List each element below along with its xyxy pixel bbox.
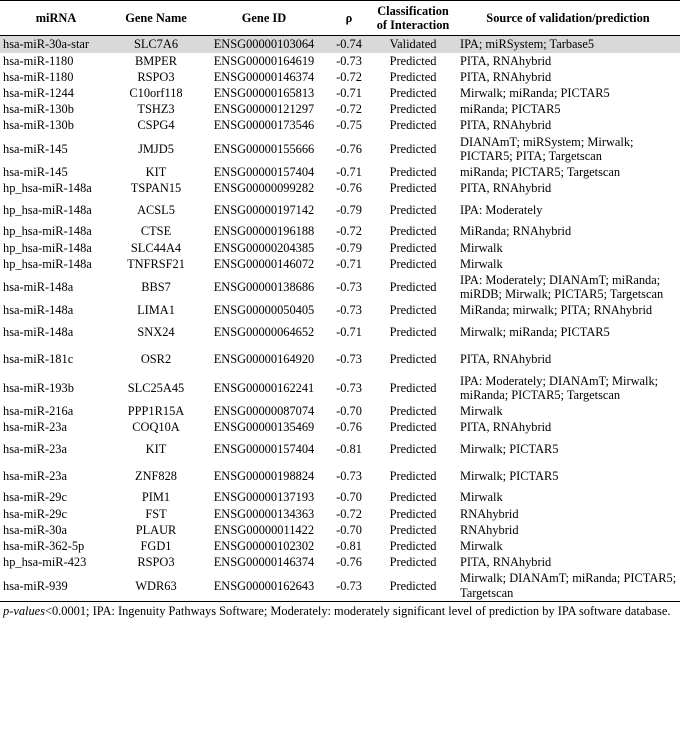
cell-gene-id: ENSG00000164619 <box>213 53 315 68</box>
cell-classification: Predicted <box>389 303 437 318</box>
cell-mirna: hsa-miR-29c <box>3 490 68 505</box>
cell-rho: -0.73 <box>336 303 362 318</box>
cell-source: PITA, RNAhybrid <box>460 118 552 133</box>
cell-mirna: hsa-miR-148a <box>3 303 74 318</box>
table-row <box>0 346 680 373</box>
header-gene-id: Gene ID <box>241 11 287 26</box>
cell-mirna: hsa-miR-30a <box>3 522 68 537</box>
cell-rho: -0.73 <box>336 53 362 68</box>
cell-rho: -0.70 <box>336 490 362 505</box>
table-row <box>0 85 680 101</box>
cell-gene-name: SLC44A4 <box>130 240 182 255</box>
cell-source: DIANAmT; miRSystem; Mirwalk; PICTAR5; PITA; Targetscan <box>460 134 634 163</box>
cell-source: PITA, RNAhybrid <box>460 181 552 196</box>
cell-mirna: hsa-miR-216a <box>3 404 74 419</box>
cell-rho: -0.71 <box>336 86 362 101</box>
cell-source: Mirwalk <box>460 490 503 505</box>
cell-classification: Predicted <box>389 441 437 456</box>
cell-gene-name: CSPG4 <box>137 118 175 133</box>
table-row <box>0 554 680 570</box>
cell-mirna: hsa-miR-145 <box>3 141 68 156</box>
cell-mirna: hsa-miR-181c <box>3 352 74 367</box>
cell-gene-id: ENSG00000137193 <box>213 490 315 505</box>
cell-classification: Predicted <box>389 69 437 84</box>
cell-mirna: hp_hsa-miR-148a <box>3 202 92 217</box>
cell-rho: -0.70 <box>336 522 362 537</box>
table-row <box>0 134 680 164</box>
cell-gene-name: JMJD5 <box>138 141 174 156</box>
cell-classification: Predicted <box>389 490 437 505</box>
cell-gene-name: C10orf118 <box>129 86 183 101</box>
cell-classification: Predicted <box>389 240 437 255</box>
cell-classification: Predicted <box>389 53 437 68</box>
cell-rho: -0.74 <box>336 37 362 52</box>
cell-rho: -0.81 <box>336 539 362 554</box>
cell-mirna: hsa-miR-1180 <box>3 53 74 68</box>
cell-classification: Predicted <box>389 141 437 156</box>
cell-mirna: hsa-miR-23a <box>3 468 68 483</box>
cell-gene-id: ENSG00000204385 <box>213 240 315 255</box>
cell-mirna: hsa-miR-193b <box>3 380 74 395</box>
cell-mirna: hp_hsa-miR-423 <box>3 555 87 570</box>
cell-rho: -0.72 <box>336 224 362 239</box>
cell-gene-name: WDR63 <box>135 578 177 593</box>
table-row <box>0 462 680 489</box>
cell-source: Mirwalk <box>460 240 503 255</box>
table-row <box>0 164 680 180</box>
cell-rho: -0.71 <box>336 325 362 340</box>
cell-source: IPA: Moderately; DIANAmT; Mirwalk; miRanda; PICTAR5; Targetscan <box>460 373 659 402</box>
cell-gene-name: RSPO3 <box>137 69 175 84</box>
cell-gene-name: TNFRSF21 <box>127 256 185 271</box>
table-row <box>0 419 680 435</box>
cell-source: miRanda; PICTAR5; Targetscan <box>460 165 621 180</box>
cell-source: Mirwalk; miRanda; PICTAR5 <box>460 325 610 340</box>
cell-gene-name: ACSL5 <box>137 202 175 217</box>
table-row <box>0 240 680 256</box>
cell-rho: -0.79 <box>336 202 362 217</box>
cell-rho: -0.73 <box>336 468 362 483</box>
cell-rho: -0.73 <box>336 352 362 367</box>
header-classification: Classification of Interaction <box>376 4 450 33</box>
header-source: Source of validation/prediction <box>486 11 650 26</box>
cell-gene-name: PLAUR <box>135 522 177 537</box>
cell-mirna: hp_hsa-miR-148a <box>3 240 92 255</box>
cell-source: Mirwalk <box>460 256 503 271</box>
cell-gene-name: RSPO3 <box>137 555 175 570</box>
cell-classification: Predicted <box>389 352 437 367</box>
cell-classification: Predicted <box>389 539 437 554</box>
table-row <box>0 256 680 272</box>
cell-gene-id: ENSG00000164920 <box>213 352 315 367</box>
cell-rho: -0.73 <box>336 578 362 593</box>
cell-rho: -0.71 <box>336 256 362 271</box>
table-row <box>0 435 680 462</box>
cell-gene-id: ENSG00000162241 <box>213 380 315 395</box>
cell-rho: -0.72 <box>336 102 362 117</box>
cell-gene-id: ENSG00000064652 <box>213 325 315 340</box>
table-row <box>0 196 680 223</box>
cell-mirna: hsa-miR-145 <box>3 165 68 180</box>
cell-mirna: hsa-miR-23a <box>3 420 68 435</box>
cell-rho: -0.76 <box>336 141 362 156</box>
table-row <box>0 180 680 196</box>
cell-rho: -0.73 <box>336 280 362 295</box>
cell-mirna: hsa-miR-1244 <box>3 86 74 101</box>
cell-classification: Predicted <box>389 102 437 117</box>
cell-gene-id: ENSG00000155666 <box>213 141 315 156</box>
cell-mirna: hsa-miR-148a <box>3 325 74 340</box>
table-row <box>0 570 680 601</box>
cell-source: PITA, RNAhybrid <box>460 420 552 435</box>
cell-rho: -0.73 <box>336 380 362 395</box>
table-row <box>0 53 680 69</box>
cell-mirna: hp_hsa-miR-148a <box>3 181 92 196</box>
table-body <box>0 36 680 601</box>
header-row <box>0 1 680 36</box>
cell-classification: Predicted <box>389 325 437 340</box>
cell-classification: Validated <box>389 37 437 52</box>
cell-rho: -0.72 <box>336 506 362 521</box>
cell-classification: Predicted <box>389 181 437 196</box>
cell-gene-name: OSR2 <box>140 352 172 367</box>
cell-classification: Predicted <box>389 380 437 395</box>
cell-gene-id: ENSG00000146374 <box>213 69 315 84</box>
table-row <box>0 538 680 554</box>
cell-gene-id: ENSG00000099282 <box>213 181 315 196</box>
cell-rho: -0.72 <box>336 69 362 84</box>
table-row <box>0 506 680 522</box>
cell-gene-id: ENSG00000173546 <box>213 118 315 133</box>
cell-classification: Predicted <box>389 522 437 537</box>
table-row <box>0 272 680 302</box>
cell-gene-id: ENSG00000197142 <box>213 202 315 217</box>
cell-rho: -0.76 <box>336 420 362 435</box>
cell-classification: Predicted <box>389 202 437 217</box>
cell-source: PITA, RNAhybrid <box>460 69 552 84</box>
cell-gene-id: ENSG00000146072 <box>213 256 315 271</box>
cell-gene-name: SLC7A6 <box>133 37 179 52</box>
cell-gene-name: KIT <box>145 165 167 180</box>
cell-gene-id: ENSG00000121297 <box>213 102 315 117</box>
cell-rho: -0.71 <box>336 165 362 180</box>
cell-gene-id: ENSG00000157404 <box>213 165 315 180</box>
cell-gene-id: ENSG00000102302 <box>213 539 315 554</box>
table-row <box>0 223 680 239</box>
table-footnote <box>0 602 680 618</box>
cell-classification: Predicted <box>389 165 437 180</box>
table-row <box>0 117 680 133</box>
cell-mirna: hsa-miR-130b <box>3 102 74 117</box>
cell-source: IPA: Moderately; DIANAmT; miRanda; miRDB; Mirwalk; PICTAR5; Targetscan <box>460 273 664 302</box>
cell-source: Mirwalk; DIANAmT; miRanda; PICTAR5; Targetscan <box>460 571 677 600</box>
cell-gene-name: CTSE <box>140 224 172 239</box>
header-mirna: miRNA <box>35 11 77 26</box>
cell-gene-name: PIM1 <box>141 490 171 505</box>
table-row <box>0 101 680 117</box>
cell-gene-name: BBS7 <box>141 280 171 295</box>
cell-source: PITA, RNAhybrid <box>460 53 552 68</box>
cell-classification: Predicted <box>389 420 437 435</box>
cell-gene-id: ENSG00000165813 <box>213 86 315 101</box>
cell-mirna: hsa-miR-362-5p <box>3 539 85 554</box>
cell-gene-id: ENSG00000146374 <box>213 555 315 570</box>
cell-source: RNAhybrid <box>460 522 519 537</box>
cell-gene-name: ZNF828 <box>135 468 177 483</box>
cell-source: Mirwalk <box>460 539 503 554</box>
cell-source: Mirwalk <box>460 404 503 419</box>
cell-source: MiRanda; RNAhybrid <box>460 224 572 239</box>
cell-classification: Predicted <box>389 468 437 483</box>
cell-source: RNAhybrid <box>460 506 519 521</box>
cell-classification: Predicted <box>389 555 437 570</box>
cell-source: PITA, RNAhybrid <box>460 555 552 570</box>
cell-rho: -0.79 <box>336 240 362 255</box>
cell-mirna: hsa-miR-30a-star <box>3 37 90 52</box>
table-header <box>0 1 680 36</box>
cell-mirna: hsa-miR-29c <box>3 506 68 521</box>
table-row <box>0 319 680 346</box>
cell-gene-name: LIMA1 <box>137 303 175 318</box>
cell-gene-id: ENSG00000196188 <box>213 224 315 239</box>
table-row <box>0 36 680 53</box>
cell-gene-id: ENSG00000138686 <box>213 280 315 295</box>
cell-gene-name: FGD1 <box>140 539 172 554</box>
cell-mirna: hsa-miR-148a <box>3 280 74 295</box>
cell-classification: Predicted <box>389 224 437 239</box>
cell-source: IPA; miRSystem; Tarbase5 <box>460 37 595 52</box>
cell-classification: Predicted <box>389 506 437 521</box>
cell-mirna: hp_hsa-miR-148a <box>3 256 92 271</box>
cell-source: IPA: Moderately <box>460 202 543 217</box>
header-gene-name: Gene Name <box>125 11 187 26</box>
cell-gene-name: TSPAN15 <box>130 181 182 196</box>
cell-gene-id: ENSG00000087074 <box>213 404 315 419</box>
table-row <box>0 403 680 419</box>
cell-gene-id: ENSG00000135469 <box>213 420 315 435</box>
cell-source: PITA, RNAhybrid <box>460 352 552 367</box>
cell-gene-id: ENSG00000134363 <box>213 506 315 521</box>
cell-mirna: hsa-miR-130b <box>3 118 74 133</box>
cell-mirna: hp_hsa-miR-148a <box>3 224 92 239</box>
cell-source: Mirwalk; PICTAR5 <box>460 441 559 456</box>
cell-classification: Predicted <box>389 86 437 101</box>
cell-rho: -0.81 <box>336 441 362 456</box>
footnote-pvalues-label: p-values <box>3 603 45 618</box>
cell-rho: -0.75 <box>336 118 362 133</box>
cell-gene-name: BMPER <box>134 53 177 68</box>
cell-classification: Predicted <box>389 280 437 295</box>
cell-gene-name: COQ10A <box>132 420 180 435</box>
footnote-text: <0.0001; IPA: Ingenuity Pathways Software; Moderately: moderately significant level of prediction by IPA software database. <box>44 603 671 618</box>
table-row <box>0 373 680 403</box>
cell-classification: Predicted <box>389 256 437 271</box>
cell-rho: -0.76 <box>336 555 362 570</box>
header-rho: ρ <box>345 11 353 26</box>
cell-classification: Predicted <box>389 578 437 593</box>
cell-mirna: hsa-miR-939 <box>3 578 68 593</box>
cell-classification: Predicted <box>389 404 437 419</box>
cell-gene-id: ENSG00000198824 <box>213 468 315 483</box>
cell-gene-name: FST <box>145 506 167 521</box>
cell-gene-id: ENSG00000162643 <box>213 578 315 593</box>
cell-source: miRanda; PICTAR5 <box>460 102 561 117</box>
cell-source: MiRanda; mirwalk; PITA; RNAhybrid <box>460 303 653 318</box>
cell-source: Mirwalk; miRanda; PICTAR5 <box>460 86 610 101</box>
cell-mirna: hsa-miR-23a <box>3 441 68 456</box>
cell-classification: Predicted <box>389 118 437 133</box>
cell-rho: -0.70 <box>336 404 362 419</box>
cell-gene-id: ENSG00000011422 <box>213 522 315 537</box>
cell-gene-name: PPP1R15A <box>127 404 185 419</box>
cell-gene-name: SLC25A45 <box>127 380 185 395</box>
cell-gene-id: ENSG00000157404 <box>213 441 315 456</box>
cell-source: Mirwalk; PICTAR5 <box>460 468 559 483</box>
table-row <box>0 522 680 538</box>
cell-gene-name: SNX24 <box>137 325 175 340</box>
cell-mirna: hsa-miR-1180 <box>3 69 74 84</box>
cell-gene-name: TSHZ3 <box>137 102 175 117</box>
table-row <box>0 489 680 505</box>
cell-gene-name: KIT <box>145 441 167 456</box>
table-row <box>0 302 680 318</box>
cell-rho: -0.76 <box>336 181 362 196</box>
cell-gene-id: ENSG00000050405 <box>213 303 315 318</box>
table-row <box>0 69 680 85</box>
cell-gene-id: ENSG00000103064 <box>213 37 315 52</box>
